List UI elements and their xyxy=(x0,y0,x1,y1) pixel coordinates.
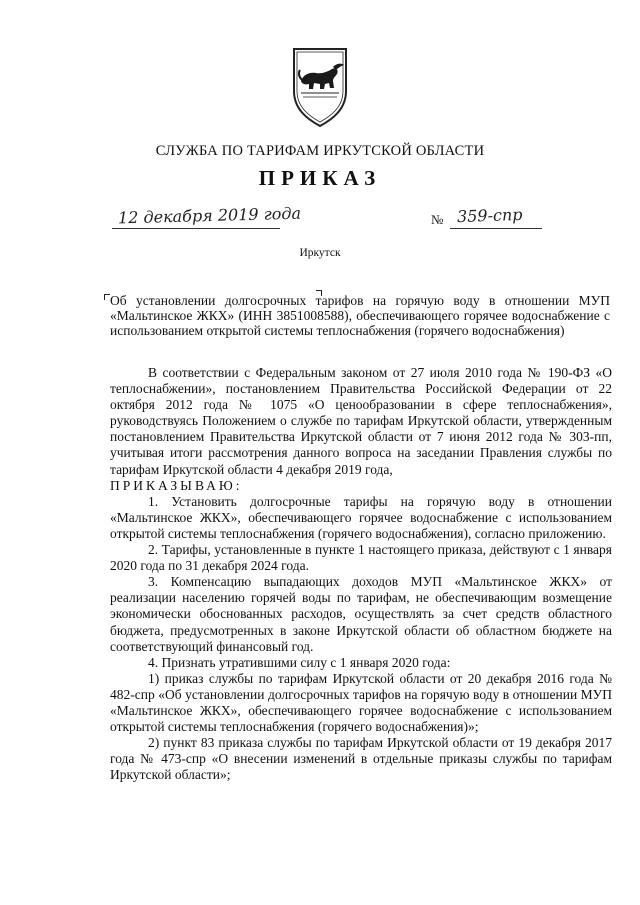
order-item-3: 3. Компенсацию выпадающих доходов МУП «Мальтинское ЖКХ» от реализации населению горячей воды по тарифам, не обеспечивающим возмещение экономически обоснованных расходов, осуществлять за счет средств областного бюджета, предусмотренных в законе Иркутской области об областном бюджете на соответствующий финансовый год. xyxy=(110,574,612,654)
city-name: Иркутск xyxy=(299,247,341,259)
document-type: ПРИКАЗ xyxy=(258,166,382,190)
order-subitem-2: 2) пункт 83 приказа службы по тарифам Иркутской области от 19 декабря 2017 года № 473-спр «О внесении изменений в отдельные приказы службы по тарифам Иркутской области»; xyxy=(110,735,612,783)
date-underline xyxy=(112,228,280,229)
handwritten-date: 12 декабря 2019 года xyxy=(117,203,302,228)
order-item-1: 1. Установить долгосрочные тарифы на горячую воду в отношении «Мальтинское ЖКХ», обеспечивающего горячее водоснабжение с использованием открытой системы теплоснабжения (горячего водоснабжения), согласно приложению. xyxy=(110,493,612,541)
handwritten-order-number: 359-спр xyxy=(456,204,523,227)
order-item-2: 2. Тарифы, установленные в пункте 1 настоящего приказа, действуют с 1 января 2020 года по 31 декабря 2024 года. xyxy=(110,542,612,574)
document-body xyxy=(110,365,612,783)
coat-of-arms-emblem xyxy=(289,45,351,129)
order-item-4: 4. Признать утратившими силу с 1 января 2020 года: xyxy=(148,654,451,670)
number-underline xyxy=(450,228,542,229)
preamble-paragraph: В соответствии с Федеральным законом от 27 июля 2010 года № 190-ФЗ «О теплоснабжении», постановлением Правительства Российской Федерации от 22 октября 2012 года № 1075 «О ценообразовании в сфере теплоснабжения», руководствуясь Положением о службе по тарифам Иркутской области, утвержденным постановлением Правительства Иркутской области от 7 июня 2012 года № 303-пп, учитывая итоги рассмотрения данного вопроса на заседании Правления службы по тарифам Иркутской области 4 декабря 2019 года, xyxy=(110,365,612,477)
document-title: Об установлении долгосрочных тарифов на горячую воду в отношении МУП «Мальтинское ЖКХ» (ИНН 3851008588), обеспечивающего горячее водоснабжение с использованием открытой системы теплоснабжения (горячего водоснабжения) xyxy=(110,293,610,338)
order-subitem-1: 1) приказ службы по тарифам Иркутской области от 20 декабря 2016 года № 482-спр «Об установлении долгосрочных тарифов на горячую воду в отношении МУП «Мальтинское ЖКХ», обеспечивающего горячее водоснабжение с использованием открытой системы теплоснабжения (горячего водоснабжения)»; xyxy=(110,670,612,735)
agency-name: СЛУЖБА ПО ТАРИФАМ ИРКУТСКОЙ ОБЛАСТИ xyxy=(155,143,485,159)
number-label: № xyxy=(431,212,444,227)
orders-heading: ПРИКАЗЫВАЮ: xyxy=(110,477,243,493)
